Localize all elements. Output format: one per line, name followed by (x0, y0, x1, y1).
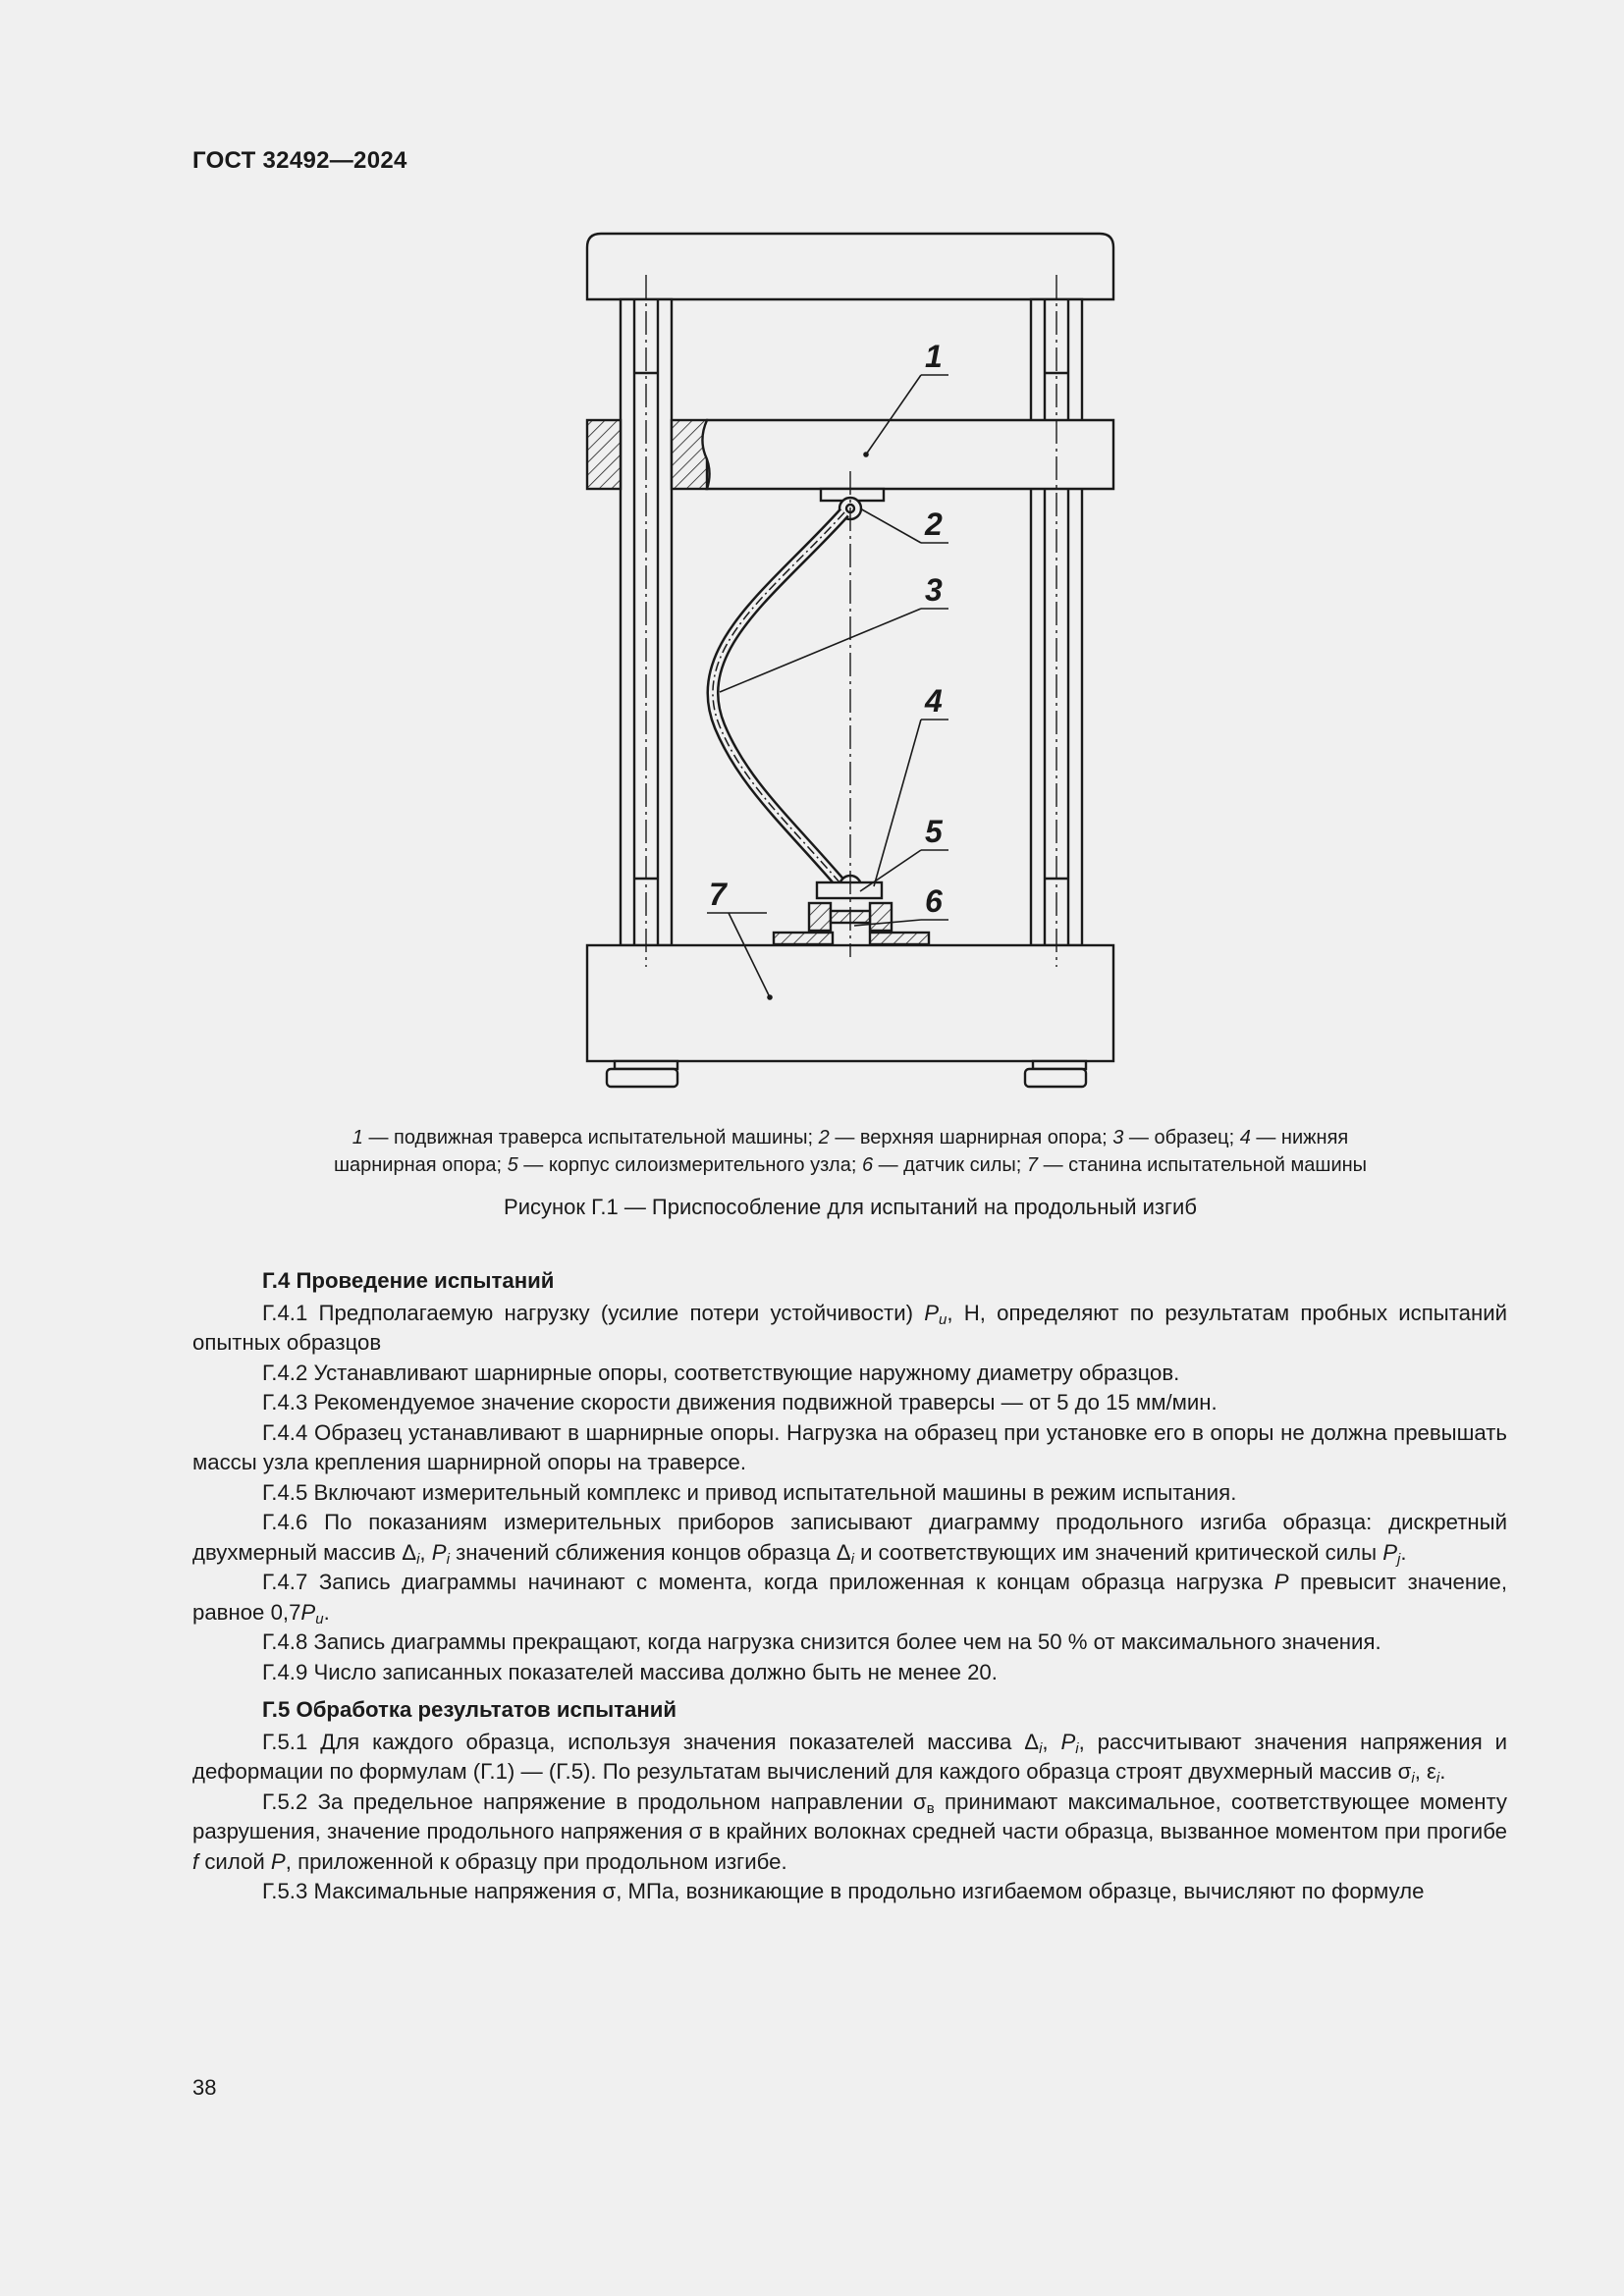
legend-text: — верхняя шарнирная опора; (829, 1127, 1113, 1148)
paragraph: Г.5.1 Для каждого образца, используя значения показателей массива $\Delta_i$, $P_i$, рассчитывают значения напряжения и деформации по формулам (Г.1) — (Г.5). По результатам вычислений для каждого образца строят двухмерный массив $\sigma_i$, $\varepsilon_i$. (192, 1729, 1507, 1787)
lower-hinge-plate (817, 882, 882, 898)
legend-number: 6 (861, 1154, 874, 1176)
legend-text: — подвижная траверса испытательной машины; (362, 1127, 819, 1148)
section-heading: Г.4 Проведение испытаний (262, 1268, 555, 1293)
base-flange-left (774, 933, 833, 944)
paragraph: Г.4.3 Рекомендуемое значение скорости движения подвижной траверсы — от 5 до 15 мм/мин. (262, 1390, 1218, 1415)
load-cell-housing-left (809, 903, 831, 931)
page-number: 38 (192, 2075, 217, 2100)
paragraph: Г.4.7 Запись диаграммы начинают с момента, когда приложенная к концам образца нагрузка P превысит значение, равное $0,7P_u$. (192, 1570, 1508, 1628)
crosshead-right-section (672, 420, 707, 489)
legend-text: — корпус силоизмерительного узла; (517, 1154, 862, 1176)
section-heading: Г.5 Обработка результатов испытаний (262, 1697, 677, 1722)
legend-line-2 (192, 1151, 1508, 1179)
legend-text: шарнирная опора; (333, 1154, 508, 1176)
legend-number: 4 (1239, 1127, 1251, 1148)
load-cell-housing-right (870, 903, 892, 931)
bending-test-fixture-figure (550, 216, 1159, 1099)
base-flange-right (870, 933, 929, 944)
legend-line-1 (192, 1124, 1508, 1151)
callout-7: 7 (709, 877, 727, 912)
paragraph: Г.4.8 Запись диаграммы прекращают, когда нагрузка снизится более чем на 50 % от максимального значения. (262, 1629, 1381, 1654)
figure-legend (192, 1124, 1508, 1179)
top-frame-beam (587, 234, 1113, 299)
legend-text: — нижняя (1250, 1127, 1349, 1148)
paragraph: Г.5.3 Максимальные напряжения σ, МПа, возникающие в продольно изгибаемом образце, вычисляют по формуле (262, 1879, 1425, 1903)
paragraph: Г.4.6 По показаниям измерительных приборов записывают диаграмму продольного изгиба образца: дискретный двухмерный массив $\Delta_i$, $P_i$ значений сближения концов образца $\Delta_i$ и соответствующих им значений критической силы $P_j$. (192, 1510, 1507, 1568)
callout-5: 5 (925, 814, 943, 849)
legend-text: — станина испытательной машины (1038, 1154, 1368, 1176)
paragraph: Г.5.2 За предельное напряжение в продольном направлении $\sigma_в$ принимают максимальное, соответствующее моменту разрушения, значение продольного напряжения σ в крайних волокнах средней части образца, вызванное моментом при прогибе f силой P, приложенной к образцу при продольном изгибе. (192, 1789, 1507, 1874)
callout-4: 4 (925, 683, 943, 719)
legend-number: 1 (352, 1127, 363, 1148)
legend-text: — датчик силы; (873, 1154, 1027, 1176)
legend-number: 2 (818, 1127, 830, 1148)
crosshead-left-section (587, 420, 621, 489)
legend-text: — образец; (1123, 1127, 1240, 1148)
legend-number: 7 (1026, 1154, 1039, 1176)
paragraph: Г.4.4 Образец устанавливают в шарнирные опоры. Нагрузка на образец при установке его в опоры не должна превышать массы узла крепления шарнирной опоры на траверсе. (192, 1419, 1507, 1474)
specimen-outer (713, 512, 846, 890)
document-code: ГОСТ 32492—2024 (192, 147, 407, 174)
legend-number: 3 (1112, 1127, 1124, 1148)
legend-number: 5 (507, 1154, 518, 1176)
movable-crosshead (702, 420, 1113, 489)
figure-caption: Рисунок Г.1 — Приспособление для испытаний на продольный изгиб (504, 1195, 1197, 1219)
paragraph: Г.4.5 Включают измерительный комплекс и привод испытательной машины в режим испытания. (262, 1479, 1237, 1505)
document-body (192, 1266, 1507, 1907)
paragraph: Г.4.1 Предполагаемую нагрузку (усилие потери устойчивости) $P_u$, Н, определяют по результатам пробных испытаний опытных образцов (192, 1300, 1507, 1355)
paragraph: Г.4.2 Устанавливают шарнирные опоры, соответствующие наружному диаметру образцов. (262, 1360, 1180, 1385)
callout-2: 2 (925, 507, 943, 542)
specimen-inner (713, 512, 846, 890)
callout-1: 1 (925, 339, 943, 374)
machine-base (587, 945, 1113, 1061)
callout-6: 6 (925, 883, 943, 919)
paragraph: Г.4.9 Число записанных показателей массива должно быть не менее 20. (262, 1659, 998, 1684)
callout-3: 3 (925, 572, 943, 608)
